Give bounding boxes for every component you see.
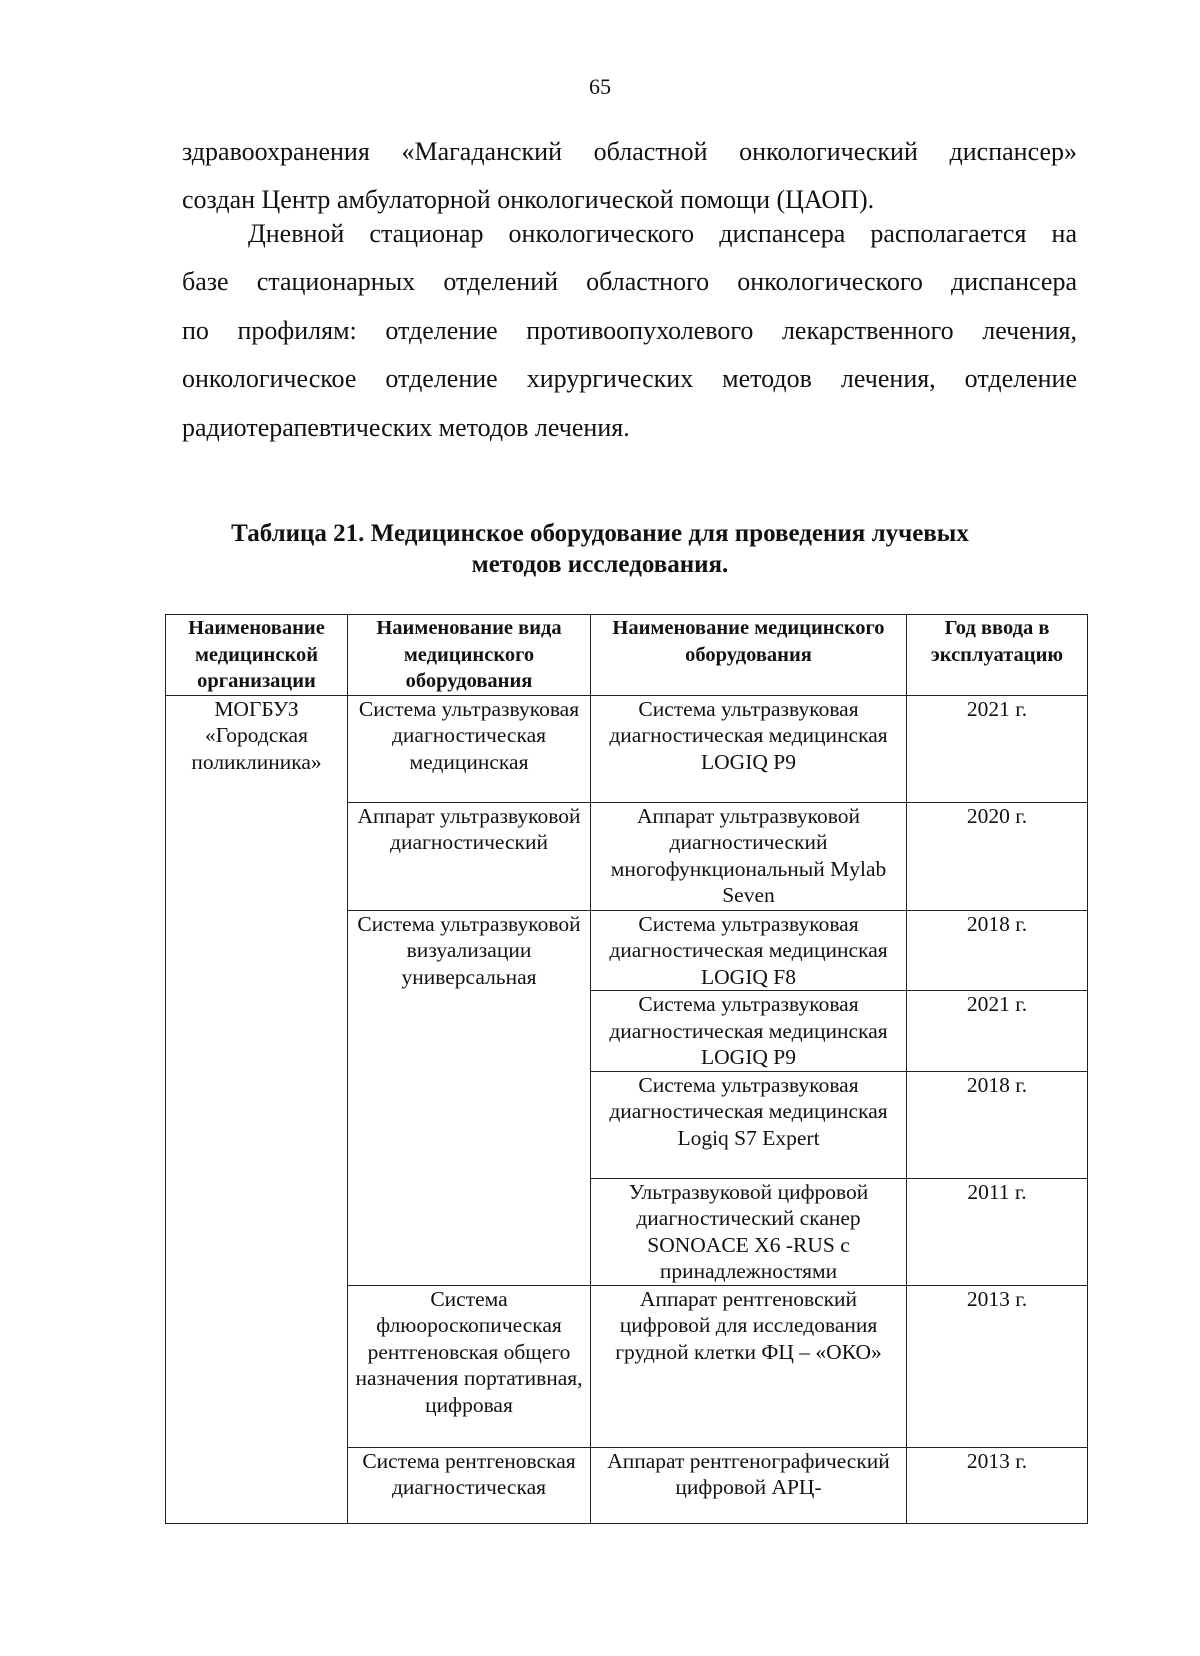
header-equipment-name: Наименование медицинского оборудования (591, 615, 907, 696)
year-cell: 2011 г. (907, 1178, 1088, 1285)
table-caption-line-1: Таблица 21. Медицинское оборудование для проведения лучевых (231, 520, 969, 547)
year-cell: 2021 г. (907, 991, 1088, 1072)
equipment-name-cell: Система ультразвуковая диагностическая медицинская LOGIQ F8 (591, 910, 907, 991)
equipment-type-cell: Система ультразвуковой визуализации универсальная (348, 910, 591, 1285)
paragraph-2-line-5: радиотерапевтических методов лечения. (182, 412, 630, 442)
table-caption-line-2: методов исследования. (471, 551, 729, 578)
equipment-name-cell: Аппарат рентгенографический цифровой АРЦ- (591, 1447, 907, 1523)
year-cell: 2013 г. (907, 1285, 1088, 1447)
paragraph-2-line-3: по профилям: отделение противоопухолевого лекарственного лечения, (182, 315, 1077, 345)
year-cell: 2018 г. (907, 1071, 1088, 1178)
year-cell: 2020 г. (907, 802, 1088, 910)
header-organization: Наименование медицинской организации (166, 615, 348, 696)
equipment-table (165, 614, 1088, 1524)
header-equipment-type: Наименование вида медицинского оборудования (348, 615, 591, 696)
equipment-type-cell: Система флюороскопическая рентгеновская общего назначения портативная, цифровая (348, 1285, 591, 1447)
paragraph-2-line-2: базе стационарных отделений областного онкологического диспансера (182, 267, 1077, 297)
page-number: 65 (589, 74, 611, 99)
equipment-type-cell: Система ультразвуковая диагностическая медицинская (348, 695, 591, 802)
year-cell: 2021 г. (907, 695, 1088, 802)
equipment-type-cell: Аппарат ультразвуковой диагностический (348, 802, 591, 910)
year-cell: 2018 г. (907, 910, 1088, 991)
equipment-name-cell: Система ультразвуковая диагностическая медицинская LOGIQ P9 (591, 991, 907, 1072)
equipment-name-cell: Аппарат ультразвуковой диагностический многофункциональный Mylab Seven (591, 802, 907, 910)
header-year: Год ввода в эксплуатацию (907, 615, 1088, 696)
paragraph-1-line-1: здравоохранения «Магаданский областной онкологический диспансер» (182, 137, 1077, 166)
equipment-name-cell: Система ультразвуковая диагностическая медицинская Logiq S7 Expert (591, 1071, 907, 1178)
table-header-row (166, 615, 1088, 696)
equipment-name-cell: Аппарат рентгеновский цифровой для исследования грудной клетки ФЦ – «ОКО» (591, 1285, 907, 1447)
equipment-name-cell: Система ультразвуковая диагностическая медицинская LOGIQ P9 (591, 695, 907, 802)
table-row (166, 695, 1088, 802)
equipment-name-cell: Ультразвуковой цифровой диагностический сканер SONOACE X6 -RUS с принадлежностями (591, 1178, 907, 1285)
organization-cell: МОГБУЗ «Городская поликлиника» (166, 695, 348, 1523)
paragraph-2-line-4: онкологическое отделение хирургических методов лечения, отделение (182, 364, 1077, 394)
paragraph-2-line-1: Дневной стационар онкологического диспансера располагается на (248, 219, 1077, 248)
table-caption (150, 518, 1050, 580)
paragraph-2 (182, 210, 1077, 452)
equipment-type-cell: Система рентгеновская диагностическая (348, 1447, 591, 1523)
paragraph-1-line-2: создан Центр амбулаторной онкологической помощи (ЦАОП). (182, 185, 875, 215)
year-cell: 2013 г. (907, 1447, 1088, 1523)
